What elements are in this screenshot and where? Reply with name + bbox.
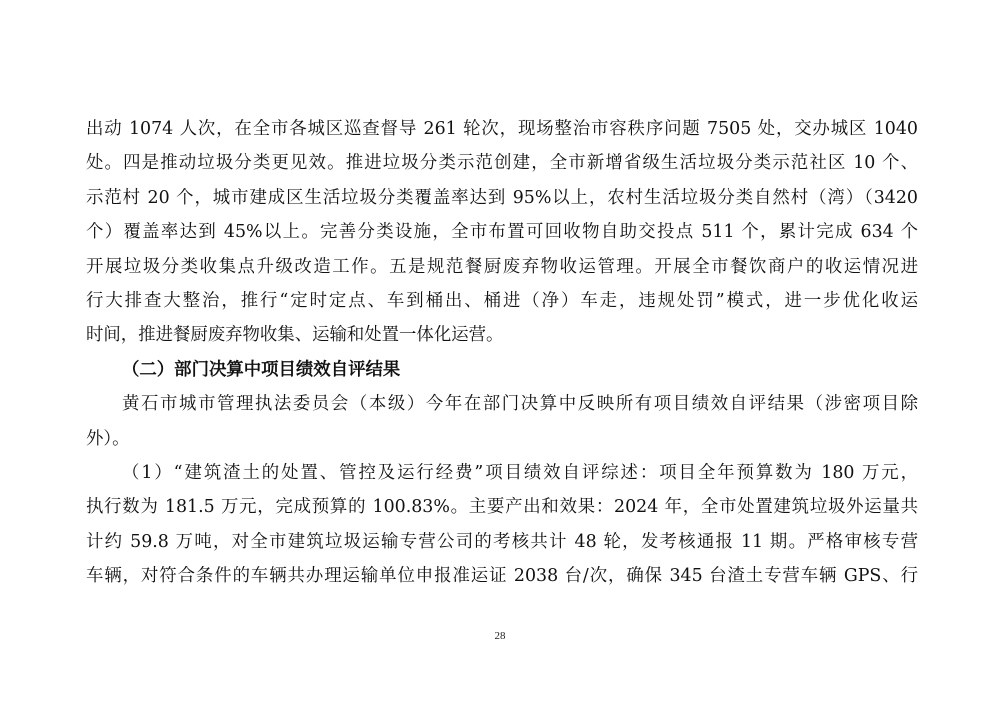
text-line: 开展垃圾分类收集点升级改造工作。五是规范餐厨废弃物收运管理。开展全市餐饮商户的收运情况进 xyxy=(86,256,918,277)
text-line: 示范村 20 个，城市建成区生活垃圾分类覆盖率达到 95%以上，农村生活垃圾分类自然村（湾）（3420 xyxy=(86,187,918,208)
section-heading: （二）部门决算中项目绩效自评结果 xyxy=(122,359,401,380)
text-line: 外）。 xyxy=(86,428,130,449)
text-line: 车辆，对符合条件的车辆共办理运输单位申报准运证 2038 台/次，确保 345 台渣土专营车辆 GPS、行 xyxy=(86,566,918,587)
text-line: 计约 59.8 万吨，对全市建筑垃圾运输专营公司的考核共计 48 轮，发考核通报 11 期。严格审核专营 xyxy=(86,531,918,552)
text-line: 出动 1074 人次，在全市各城区巡查督导 261 轮次，现场整治市容秩序问题 7505 处，交办城区 1040 xyxy=(86,119,918,139)
text-line: 行大排查大整治，推行“定时定点、车到桶出、桶进（净）车走，违规处罚”模式，进一步优化收运 xyxy=(86,290,918,311)
text-line: 黄石市城市管理执法委员会（本级）今年在部门决算中反映所有项目绩效自评结果（涉密项目除 xyxy=(122,394,918,415)
text-line: （1）“建筑渣土的处置、管控及运行经费”项目绩效自评综述：项目全年预算数为 180 万元， xyxy=(122,462,918,483)
page-number: 28 xyxy=(494,630,506,642)
body-text xyxy=(86,112,918,593)
text-line: 执行数为 181.5 万元，完成预算的 100.83%。主要产出和效果：2024 年，全市处置建筑垃圾外运量共 xyxy=(86,497,918,518)
text-line: 时间，推进餐厨废弃物收集、运输和处置一体化运营。 xyxy=(86,325,504,346)
text-line: 个）覆盖率达到 45%以上。完善分类设施，全市布置可回收物自助交投点 511 个，累计完成 634 个 xyxy=(86,222,918,243)
text-line: 处。四是推动垃圾分类更见效。推进垃圾分类示范创建，全市新增省级生活垃圾分类示范社区 10 个、 xyxy=(86,153,918,174)
